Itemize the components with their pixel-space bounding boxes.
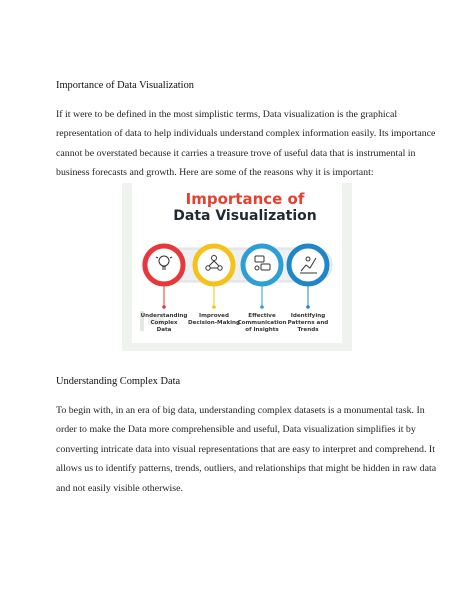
infographic-title-line1: Importance of bbox=[185, 190, 305, 208]
ring-4 bbox=[289, 246, 327, 309]
intro-line: business forecasts and growth. Here are some of the reasons why it is important: bbox=[56, 167, 374, 179]
section-heading-importance: Importance of Data Visualization bbox=[56, 80, 194, 91]
body-line: allows us to identify patterns, trends, outliers, and relationships that might be hidden in raw data bbox=[56, 463, 437, 475]
infographic-label-3: Effective Communication of Insights bbox=[237, 313, 287, 333]
section-heading-understanding: Understanding Complex Data bbox=[56, 376, 181, 387]
body-line: To begin with, in an era of big data, understanding complex datasets is a monumental task. In bbox=[56, 405, 425, 416]
ring-1 bbox=[145, 246, 183, 309]
intro-line: If it were to be defined in the most simplistic terms, Data visualization is the graphical bbox=[56, 109, 398, 120]
intro-paragraph bbox=[56, 105, 436, 183]
ring-3 bbox=[243, 246, 281, 309]
infographic-title-line2: Data Visualization bbox=[173, 208, 317, 224]
intro-line: cannot be overstated because it carries a treasure trove of useful data that is instrumental in bbox=[56, 147, 416, 159]
body-paragraph bbox=[56, 401, 437, 498]
infographic-label-2: Improved Decision-Making bbox=[187, 313, 241, 326]
infographic-label-4: Identifying Patterns and Trends bbox=[287, 313, 329, 333]
body-line: converting intricate data into visual representations that are easy to interpret and comprehend. It bbox=[56, 443, 435, 455]
infographic-label-1: Understanding Complex Data bbox=[140, 313, 188, 333]
intro-line: representation of data to help individuals understand complex information easily. Its importance bbox=[56, 128, 436, 140]
body-line: order to make the Data more comprehensible and useful, Data visualization simplifies it by bbox=[56, 424, 416, 436]
infographic-image bbox=[122, 183, 352, 351]
body-line: and not easily visible otherwise. bbox=[56, 482, 183, 494]
